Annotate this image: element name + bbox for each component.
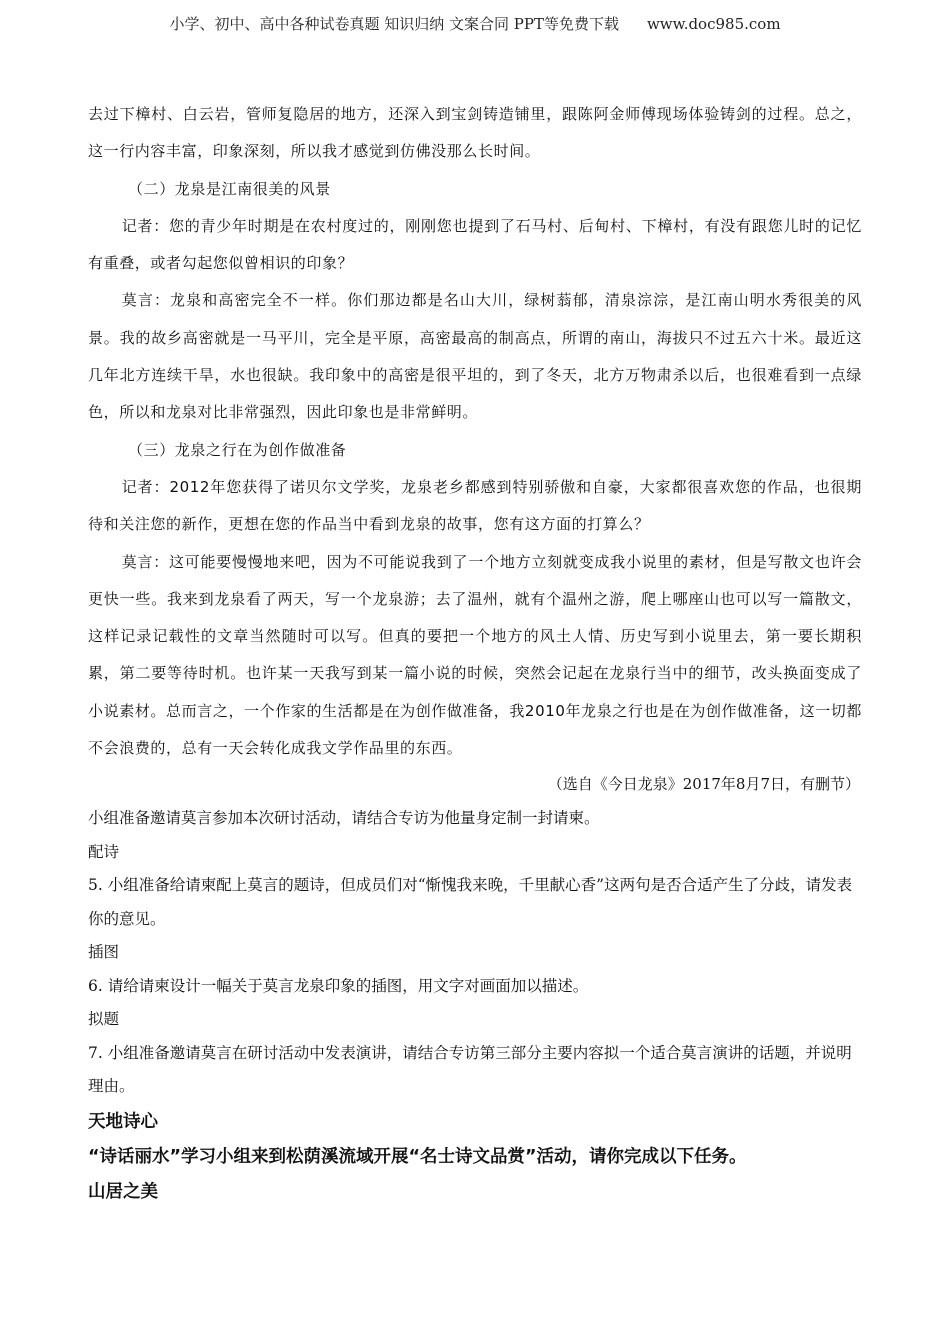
task-intro: 小组准备邀请莫言参加本次研讨活动，请结合专访为他量身定制一封请柬。 — [88, 809, 600, 828]
page-header — [0, 13, 950, 34]
question-6: 6. 请给请柬设计一幅关于莫言龙泉印象的插图，用文字对画面加以描述。 — [88, 976, 589, 995]
section-intro: “诗话丽水”学习小组来到松荫溪流域开展“名士诗文品赏”活动，请你完成以下任务。 — [88, 1146, 747, 1167]
article-paragraph-2: 记者：您的青少年时期是在农村度过的，刚刚您也提到了石马村、后甸村、下樟村，有没有跟您儿时的记忆有重叠，或者勾起您似曾相识的印象？ — [88, 216, 862, 273]
header-url[interactable]: www.doc985.com — [646, 15, 781, 33]
section-3-title: （三）龙泉之行在为创作做准备 — [128, 440, 347, 459]
heading-title: 拟题 — [88, 1010, 120, 1029]
section-2-title: （二）龙泉是江南很美的风景 — [128, 179, 331, 198]
question-7: 7. 小组准备邀请莫言在研讨活动中发表演讲，请结合专访第三部分主要内容拟一个适合莫言演讲的话题，并说明理由。 — [88, 1043, 852, 1096]
heading-illustration: 插图 — [88, 943, 120, 962]
section-title: 天地诗心 — [88, 1111, 158, 1132]
question-5: 5. 小组准备给请柬配上莫言的题诗，但成员们对“惭愧我来晚，千里献心香”这两句是否合适产生了分歧，请发表你的意见。 — [88, 876, 853, 928]
article-paragraph-3: 莫言：龙泉和高密完全不一样。你们那边都是名山大川，绿树蓊郁，清泉淙淙，是江南山明水秀很美的风景。我的故乡高密就是一马平川，完全是平原，高密最高的制高点，所谓的南山，海拔只不过五六十米。最近这几年北方连续干旱，水也很缺。我印象中的高密是很平坦的，到了冬天，北方万物肃杀以后，也很难看到一点绿色，所以和龙泉对比非常强烈，因此印象也是非常鲜明。 — [88, 291, 862, 422]
header-text: 小学、初中、高中各种试卷真题 知识归纳 文案合同 PPT等免费下载 — [169, 15, 619, 33]
article-paragraph-5: 莫言：这可能要慢慢地来吧，因为不可能说我到了一个地方立刻就变成我小说里的素材，但是写散文也许会更快一些。我来到龙泉看了两天，写一个龙泉游；去了温州，就有个温州之游，爬上哪座山也可以写一篇散文，这样记录记载性的文章当然随时可以写。但真的要把一个地方的风土人情、历史写到小说里去，第一要长期积累，第二要等待时机。也许某一天我写到某一篇小说的时候，突然会记起在龙泉行当中的细节，改头换面变成了小说素材。总而言之，一个作家的生活都是在为创作做准备，我2010年龙泉之行也是在为创作做准备，这一切都不会浪费的，总有一天会转化成我文学作品里的东西。 — [88, 552, 862, 758]
article-paragraph-1: 去过下樟村、白云岩，管师复隐居的地方，还深入到宝剑铸造铺里，跟陈阿金师傅现场体验铸剑的过程。总之，这一行内容丰富，印象深刻，所以我才感觉到仿佛没那么长时间。 — [88, 105, 862, 161]
heading-poem: 配诗 — [88, 842, 120, 861]
document-body — [88, 96, 862, 1210]
section-subtitle: 山居之美 — [88, 1181, 158, 1202]
article-source: （选自《今日龙泉》2017年8月7日，有删节） — [547, 775, 860, 794]
article-paragraph-4: 记者：2012年您获得了诺贝尔文学奖，龙泉老乡都感到特别骄傲和自豪，大家都很喜欢您的作品，也很期待和关注您的新作，更想在您的作品当中看到龙泉的故事，您有这方面的打算么？ — [88, 477, 862, 534]
